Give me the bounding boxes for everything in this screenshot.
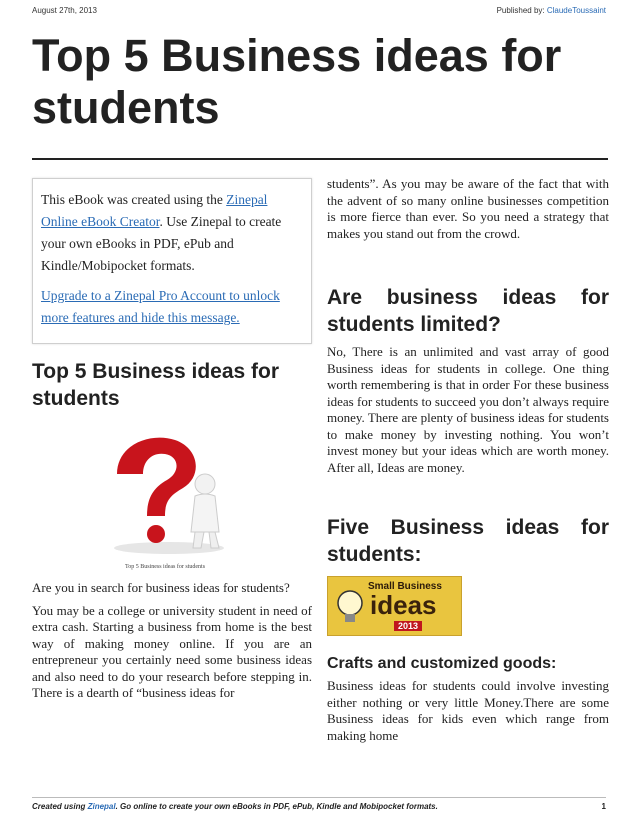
upgrade-link[interactable]: Upgrade to a Zinepal Pro Account to unlock more features and hide this message. xyxy=(41,288,280,325)
page-number: 1 xyxy=(601,802,606,811)
question-mark-person-image xyxy=(59,422,271,562)
left-column xyxy=(32,168,312,702)
intro-question: Are you in search for business ideas for students? xyxy=(32,580,290,595)
small-business-ideas-badge xyxy=(327,576,462,636)
publish-date: August 27th, 2013 xyxy=(32,6,97,15)
promo-text xyxy=(41,189,303,277)
right-column xyxy=(327,168,609,744)
published-by xyxy=(497,6,606,15)
question-figure xyxy=(59,422,271,572)
title-divider xyxy=(32,158,608,160)
creator-link[interactable]: Zinepal Online eBook Creator xyxy=(41,192,268,229)
author-link[interactable]: ClaudeToussaint xyxy=(546,6,606,15)
promo-prefix: This eBook was created using the xyxy=(41,192,223,207)
crafts-heading: Crafts and customized goods: xyxy=(327,655,557,672)
badge-small-text: Small Business xyxy=(368,581,442,592)
question-mark-shape xyxy=(117,438,196,516)
promo-suffix: . Use Zinepal to create your own eBooks in PDF, ePub and Kindle/Mobipocket formats. xyxy=(41,214,282,273)
intro-paragraph: You may be a college or university student in need of extra cash. Starting a business from home is the best way of making money online. If you are an entrepreneur you certainly need some business ideas and also need to do your research before stepping in. There is a dearth of “business ideas for xyxy=(32,602,312,700)
page-title: Top 5 Business ideas for students xyxy=(32,30,562,133)
badge-big-text: ideas xyxy=(370,590,437,620)
published-label: Published by: xyxy=(496,6,545,15)
limited-paragraph: No, There is an unlimited and vast array of good Business ideas for students in college. One thing worth remembering is that in order For these business ideas for students to succeed you don’t always require money. There are plenty of business ideas for students to make money by investing nothing. You won’t invest money but your ideas which are worth money. After all, Ideas are money. xyxy=(327,344,609,475)
zinepal-link[interactable]: Zinepal xyxy=(87,802,116,811)
limited-heading: Are business ideas for students limited? xyxy=(327,286,609,336)
footer-divider xyxy=(32,797,606,798)
promo-box xyxy=(32,178,312,344)
badge-year: 2013 xyxy=(394,621,422,631)
page-footer xyxy=(32,802,606,816)
page-header xyxy=(32,6,606,20)
continued-paragraph: students”. As you may be aware of the fact that with the advent of so many online businesses competition is more fierce than ever. So you need a strategy that makes you stand out from the crowd. xyxy=(327,176,609,241)
figure-caption: Top 5 Business ideas for students xyxy=(124,564,206,570)
footer-suffix: . Go online to create your own eBooks in PDF, ePub, Kindle and Mobipocket formats. xyxy=(115,802,438,811)
crafts-paragraph: Business ideas for students could involve investing either nothing or very little Money.There are some Business ideas for kids even which range from making home xyxy=(327,678,609,743)
five-ideas-heading: Five Business ideas for students: xyxy=(327,516,609,566)
footer-message xyxy=(32,802,438,811)
footer-prefix: Created using xyxy=(32,802,88,811)
left-section-heading: Top 5 Business ideas for students xyxy=(32,360,280,410)
